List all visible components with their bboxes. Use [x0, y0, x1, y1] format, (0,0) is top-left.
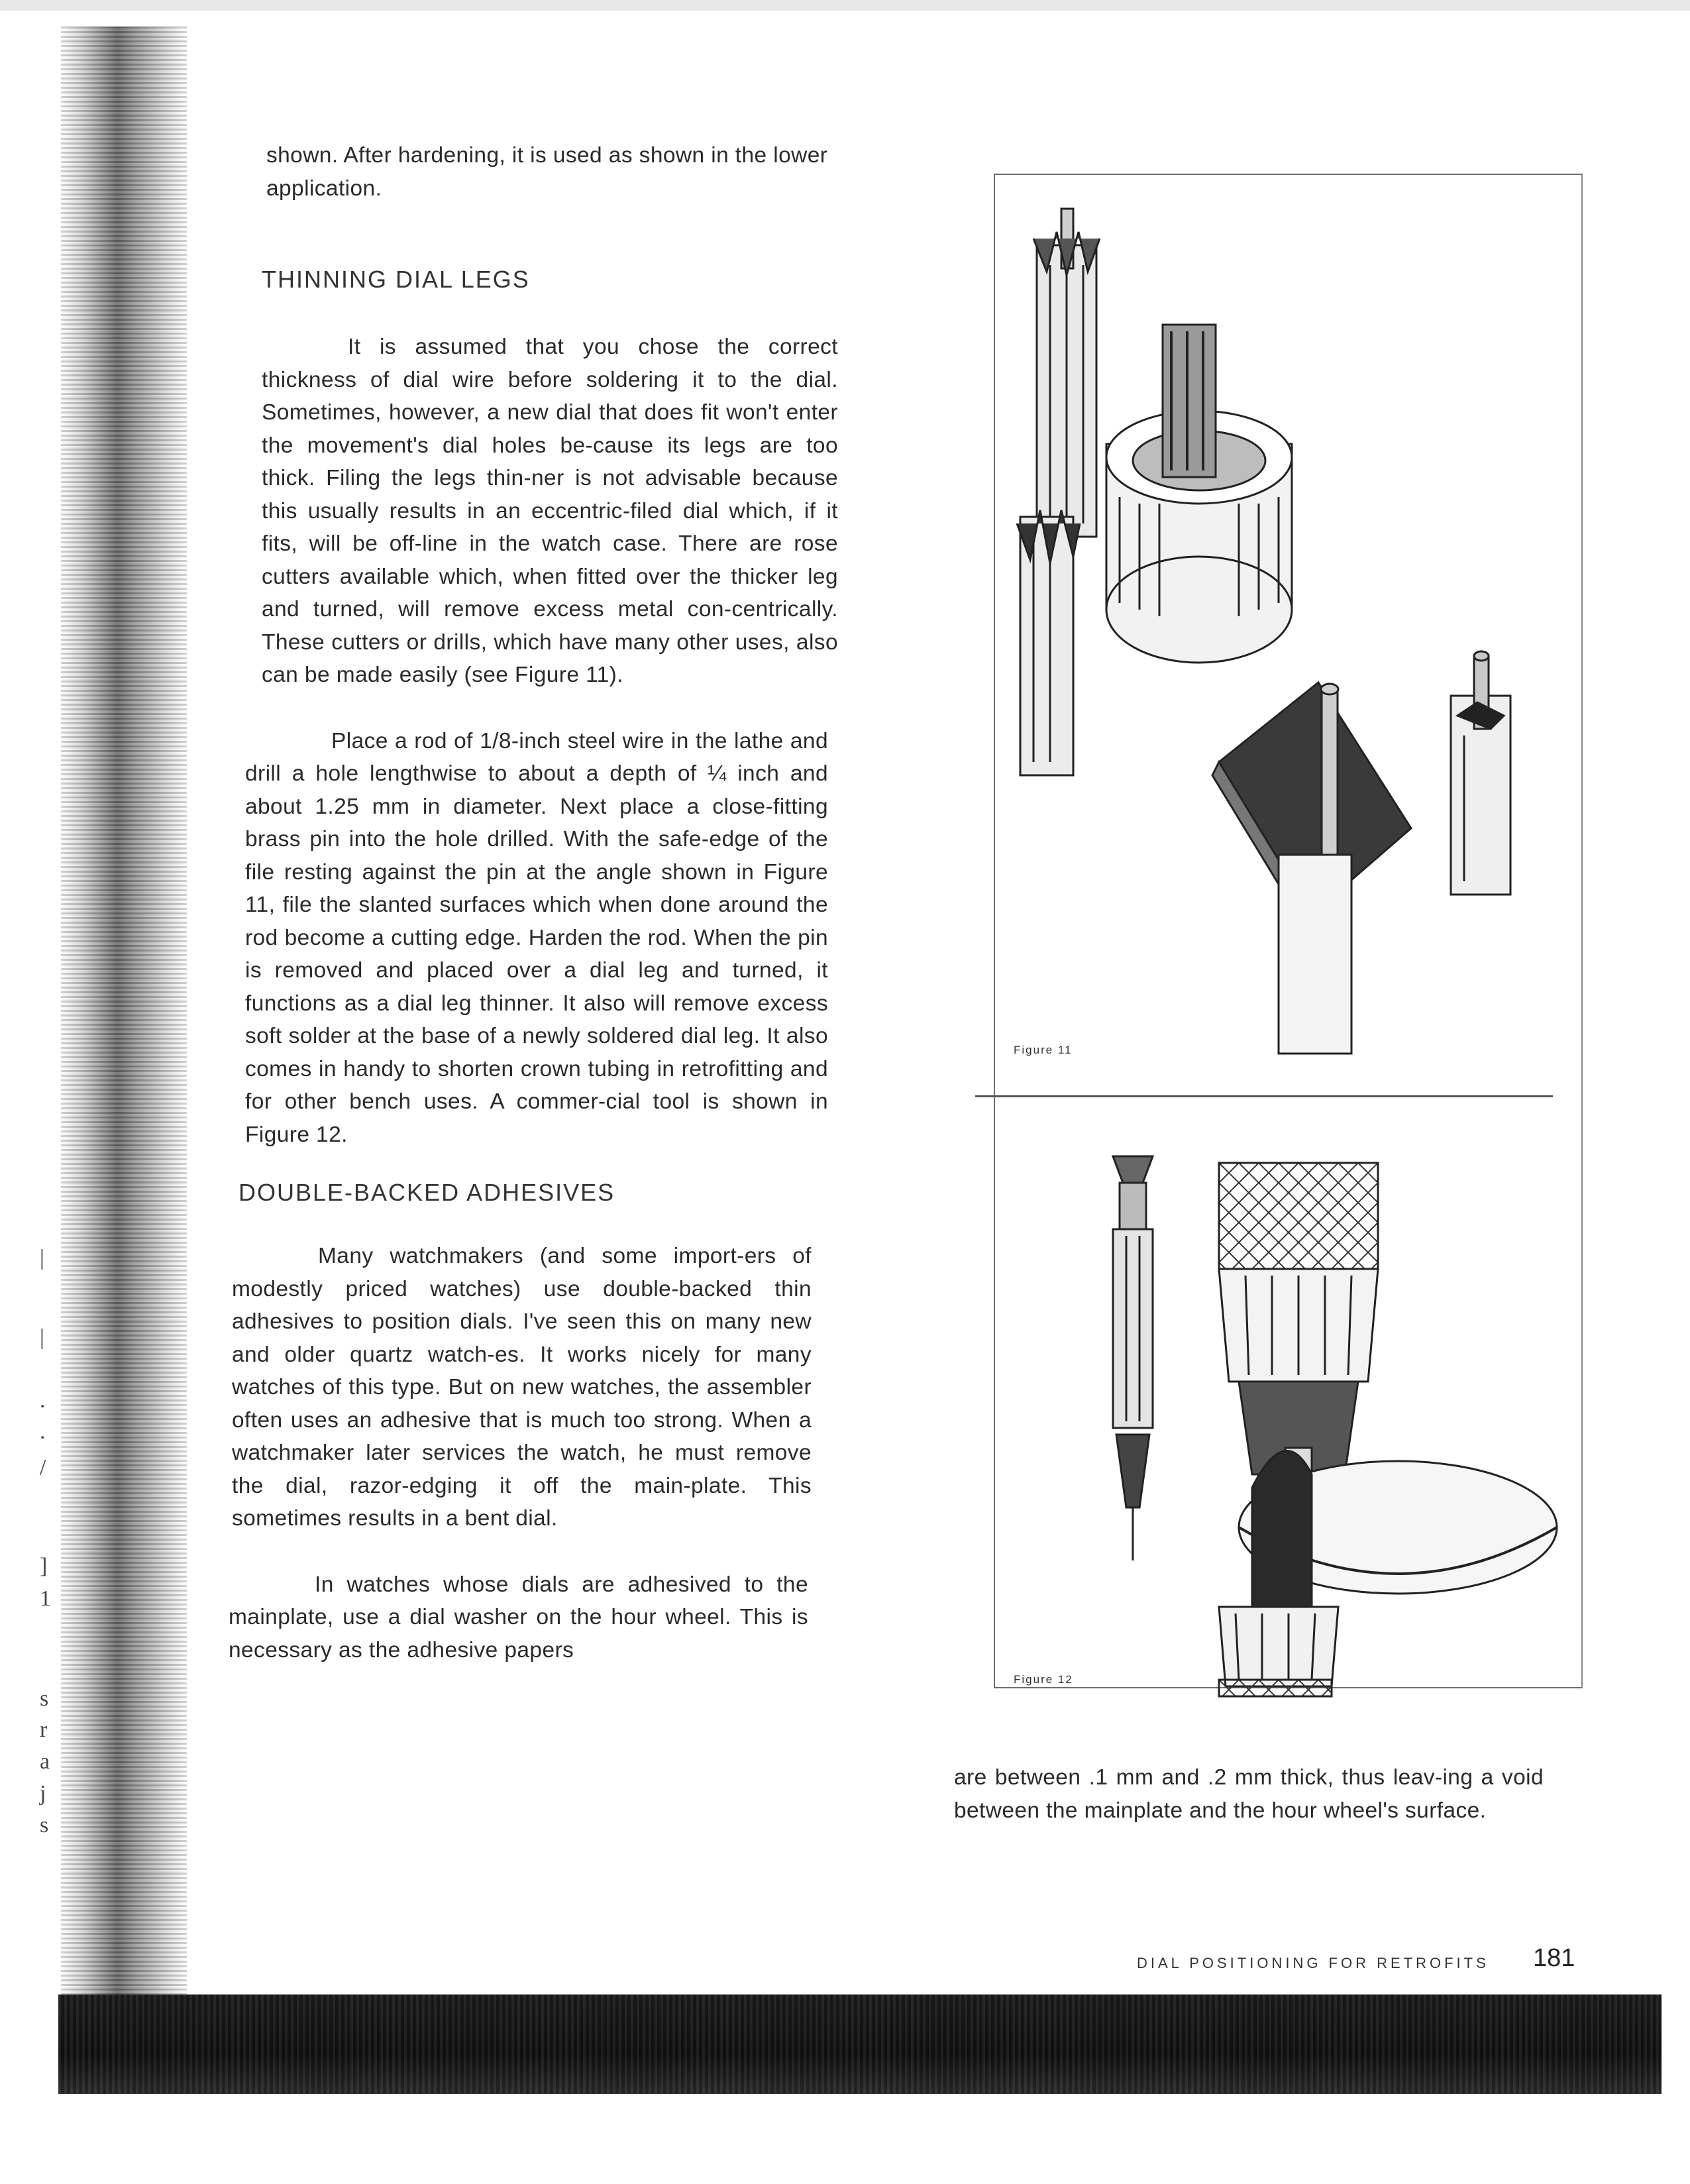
margin-fragment: 1 [40, 1586, 51, 1611]
facing-page-margin-fragments [40, 1246, 79, 1842]
page-number: 181 [1533, 1944, 1575, 1972]
book-spine-shadow [61, 27, 187, 2001]
intro-paragraph: shown. After hardening, it is used as shown in the lower application. [266, 143, 828, 201]
adhesives-paragraph-2: In watches whose dials are adhesived to the mainplate, use a dial washer on the hour wheel. This is necessary as the adhesive papers [229, 1572, 808, 1663]
margin-fragment: s [40, 1686, 49, 1711]
thinning-paragraph-1: It is assumed that you chose the correct thickness of dial wire before soldering it to the dial. Sometimes, however, a new dial that does fit won't enter the movement's dial holes be-cause its legs are too thick. Filing the legs thin-ner is not advisable because this usually results in an eccentric-filed dial which, if it fits, will be off-line in the watch case. There are rose cutters available which, when fitted over the thicker leg and turned, will remove excess metal con-centrically. These cutters or drills, which have many other uses, also can be made easily (see Figure 11). [262, 335, 838, 687]
margin-fragment: | [40, 1246, 44, 1270]
margin-fragment: j [40, 1781, 46, 1806]
margin-fragment: ] [40, 1554, 48, 1578]
margin-fragment: s [40, 1813, 49, 1837]
margin-fragment: r [40, 1718, 48, 1742]
continuation-paragraph: are between .1 mm and .2 mm thick, thus leav-ing a void between the mainplate and the hour wheel's surface. [954, 1765, 1544, 1823]
section-heading-thinning-dial-legs: THINNING DIAL LEGS [262, 266, 530, 293]
adhesives-paragraph-1: Many watchmakers (and some import-ers of modestly priced watches) use double-backed thin adhesives to position dials. I've seen this on many new and older quartz watch-es. It works nicely for many watches of this type. But on new watches, the assembler often uses an adhesive that is much too strong. When a watchmaker later services the watch, he must remove the dial, razor-edging it off the main-plate. This sometimes results in a bent dial. [232, 1244, 812, 1531]
right-text-column [954, 1761, 1544, 1827]
left-text-column [225, 139, 838, 1666]
scan-bottom-shadow [58, 1994, 1662, 2094]
section-heading-double-backed-adhesives: DOUBLE-BACKED ADHESIVES [238, 1179, 615, 1206]
figure-11-illustration [1000, 192, 1570, 1080]
margin-fragment: a [40, 1749, 50, 1774]
margin-fragment: . [40, 1419, 46, 1444]
margin-fragment: / [40, 1455, 46, 1480]
running-footer: DIAL POSITIONING FOR RETROFITS [1137, 1955, 1489, 1971]
thinning-paragraph-2: Place a rod of 1/8-inch steel wire in the lathe and drill a hole lengthwise to about a depth of ¼ inch and about 1.25 mm in diameter. Next place a close-fitting brass pin into the hole drilled. With the safe-edge of the file resting against the pin at the angle shown in Figure 11, file the slanted surfaces which when done around the rod become a cutting edge. Harden the rod. When the pin is removed and placed over a dial leg and turned, it functions as a dial leg thinner. It also will remove excess soft solder at the base of a newly soldered dial leg. It also comes in handy to shorten crown tubing in retrofitting and for other bench uses. A commer-cial tool is shown in Figure 12. [245, 728, 828, 1147]
margin-fragment: . [40, 1388, 46, 1413]
figure-12-illustration [1000, 1103, 1570, 1700]
figure-divider [975, 1095, 1553, 1097]
margin-fragment: | [40, 1325, 44, 1350]
scan-top-edge [0, 0, 1690, 11]
figure-11-caption: Figure 11 [1014, 1044, 1073, 1056]
figure-12-caption: Figure 12 [1014, 1673, 1073, 1686]
